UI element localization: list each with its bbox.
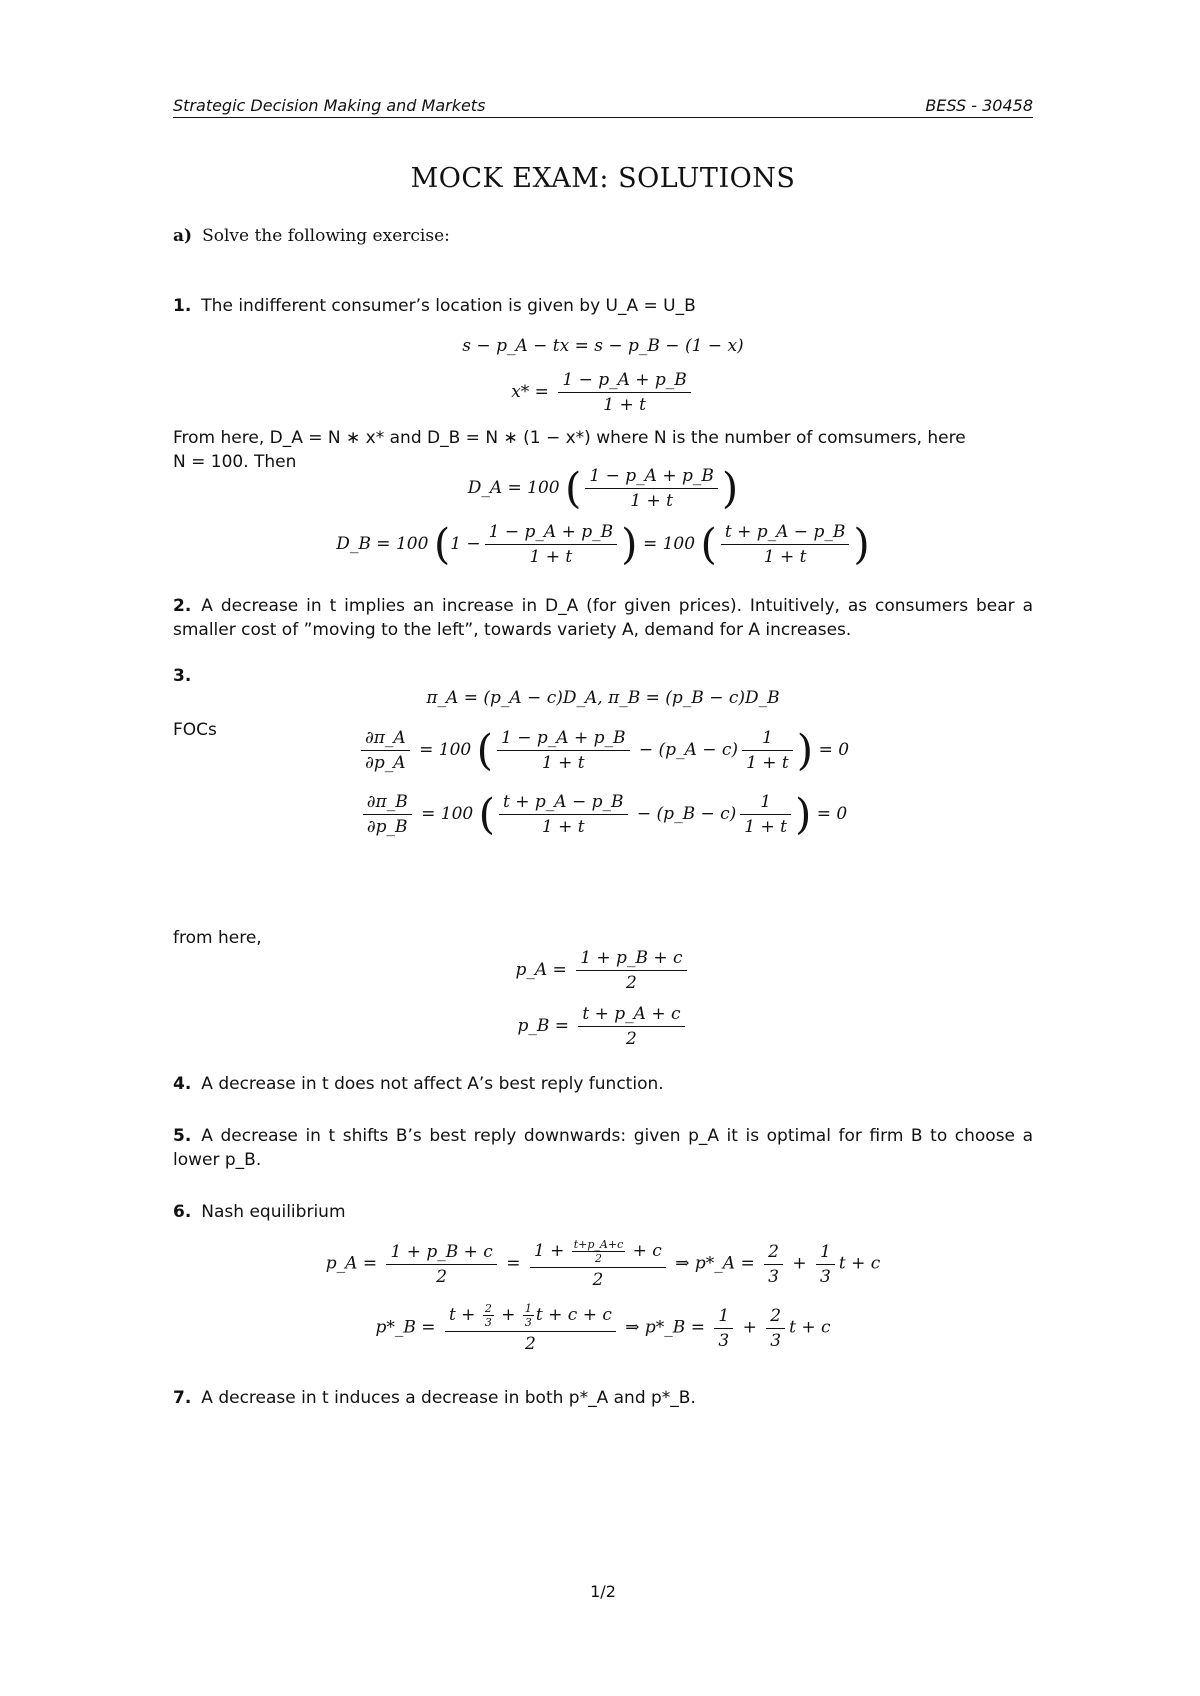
fraction-numerator: 1 − p_A + p_B [485, 522, 617, 545]
equation-term: 1 − [450, 534, 481, 554]
section-6-text: Nash equilibrium [201, 1202, 346, 1222]
fraction-numerator: ∂π_B [363, 792, 412, 815]
section-number: 5. [173, 1126, 192, 1146]
fraction-numerator: 1 [816, 1242, 835, 1265]
fraction [558, 370, 690, 415]
section-number: 6. [173, 1202, 192, 1222]
plus-sign: + [742, 1317, 757, 1338]
fraction-numerator: 1 − p_A + p_B [585, 466, 717, 489]
fraction-numerator: 1 + p_B + c [386, 1242, 496, 1265]
fraction [816, 1242, 835, 1287]
fraction-denominator: 3 [524, 1316, 532, 1329]
fraction-numerator: t+p_A+c [573, 1238, 624, 1251]
left-paren: ( [700, 519, 717, 569]
fraction-denominator: 3 [820, 1266, 831, 1287]
fraction-numerator: t + p_A + c [578, 1004, 684, 1027]
section-7 [173, 1386, 1033, 1410]
equation-nash-b [173, 1302, 1033, 1354]
equation-utility: s − p_A − tx = s − p_B − (1 − x) [462, 336, 744, 356]
fraction [585, 466, 717, 511]
left-paren: ( [565, 463, 582, 513]
right-paren: ) [621, 519, 638, 569]
fraction-numerator: 1 [524, 1302, 532, 1315]
fraction [363, 792, 412, 837]
fraction-denominator: 2 [524, 1334, 536, 1354]
page-number: 1/2 [590, 1582, 616, 1601]
intro-text: Solve the following exercise: [202, 226, 450, 246]
section-3-line [173, 664, 1033, 688]
fraction [445, 1302, 616, 1354]
equation-best-reply-a [173, 948, 1033, 993]
section-6-line [173, 1200, 1033, 1224]
equation-term: t + c + c [535, 1305, 612, 1325]
equation-nash-a [173, 1238, 1033, 1290]
from-here-label: from here, [173, 928, 262, 948]
equation-term: = 0 [818, 740, 850, 760]
equation-demand-b [173, 519, 1033, 569]
fraction [578, 1004, 684, 1049]
fraction-numerator: 2 [764, 1242, 783, 1265]
equation-lhs: p_A = [325, 1253, 378, 1274]
equals-sign: = [506, 1253, 521, 1274]
fraction-denominator: 2 [626, 1029, 637, 1049]
fraction [530, 1238, 666, 1290]
fraction [576, 948, 686, 993]
fraction-numerator: t + p_A − p_B [499, 792, 627, 815]
running-header [173, 96, 1033, 118]
fraction-numerator: ∂π_A [361, 728, 410, 751]
equation-foc-a [173, 725, 1033, 775]
focs-label: FOCs [173, 720, 217, 740]
fraction-numerator [530, 1238, 666, 1268]
fraction-denominator: 1 + t [763, 547, 807, 567]
fraction-numerator: 1 − p_A + p_B [497, 728, 629, 751]
section-number: 7. [173, 1388, 192, 1408]
paragraph-line: N = 100. Then [173, 452, 297, 472]
fraction [766, 1306, 785, 1351]
small-fraction [483, 1302, 494, 1329]
section-number: 2. [173, 596, 192, 616]
fraction-denominator: 3 [770, 1330, 782, 1351]
equation-term: − (p_A − c) [638, 740, 739, 760]
fraction [764, 1242, 783, 1287]
document-page [173, 0, 1033, 1696]
plus-sign: + [792, 1253, 807, 1274]
section-number: 4. [173, 1074, 192, 1094]
fraction [361, 728, 410, 773]
equation-term: t + c [838, 1253, 881, 1274]
fraction-numerator: t + p_A − p_B [721, 522, 849, 545]
fraction-denominator: 1 + t [541, 753, 585, 773]
equation-term: = 100 [642, 534, 696, 554]
fraction-numerator: 1 [740, 792, 791, 815]
equation-best-reply-b [173, 1004, 1033, 1049]
fraction-denominator: 1 + t [603, 395, 646, 415]
left-paren: ( [476, 725, 494, 775]
fraction-denominator: 3 [718, 1330, 730, 1351]
section-number: 1. [173, 296, 192, 316]
equation-term: t + c [789, 1317, 831, 1338]
left-paren: ( [433, 519, 451, 569]
fraction-numerator: 1 − p_A + p_B [558, 370, 690, 393]
equation-foc-b [173, 789, 1033, 839]
equation-term: − (p_B − c) [636, 804, 737, 824]
equation-lhs: D_A = 100 [467, 478, 560, 498]
equation-indifferent-location [173, 370, 1033, 415]
equation-term: ⇒ p*_B = [625, 1317, 705, 1338]
fraction-denominator: 2 [592, 1270, 604, 1290]
equation-term: + [501, 1305, 516, 1325]
right-paren: ) [721, 463, 739, 513]
equation-term: = 100 [421, 804, 474, 824]
fraction-denominator: 1 + t [746, 753, 789, 773]
fraction-denominator: 1 + t [541, 817, 585, 837]
equation-term: 1 + [533, 1241, 565, 1261]
fraction-denominator: 2 [625, 973, 637, 993]
equation-lhs: D_B = 100 [336, 534, 429, 554]
fraction [714, 1306, 733, 1351]
header-course: Strategic Decision Making and Markets [173, 96, 486, 115]
right-paren: ) [853, 519, 870, 569]
section-7-text: A decrease in t induces a decrease in both p*_A and p*_B. [201, 1388, 696, 1408]
small-fraction [523, 1302, 534, 1329]
section-4-text: A decrease in t does not affect A’s best reply function. [201, 1074, 664, 1094]
fraction-denominator: 1 + t [630, 491, 673, 511]
fraction [497, 728, 629, 773]
left-paren: ( [478, 789, 496, 839]
fraction [485, 522, 617, 567]
section-2 [173, 594, 1033, 642]
intro-label: a) [173, 226, 193, 246]
fraction-denominator: 1 + t [529, 547, 573, 567]
intro-line [173, 224, 1033, 248]
section-5 [173, 1124, 1033, 1172]
right-paren: ) [796, 725, 814, 775]
section-number: 3. [173, 666, 192, 686]
section-5-text: A decrease in t shifts B’s best reply downwards: given p_A it is optimal for firm B to choose a lower p_B. [173, 1126, 1033, 1170]
fraction-numerator: 2 [484, 1302, 492, 1315]
right-paren: ) [794, 789, 812, 839]
fraction-denominator: ∂p_B [366, 817, 408, 837]
equation-term: t + [448, 1305, 476, 1325]
fraction [742, 728, 793, 773]
fraction-numerator: 1 [742, 728, 793, 751]
equation-term: + c [632, 1241, 662, 1261]
equation-term: = 100 [419, 740, 472, 760]
section-1-line [173, 294, 1033, 318]
header-code: BESS - 30458 [925, 96, 1033, 115]
fraction-numerator: 1 + p_B + c [576, 948, 686, 971]
fraction-denominator: 1 + t [744, 817, 787, 837]
fraction-numerator: 1 [714, 1306, 733, 1329]
equation-lhs: x* = [511, 382, 549, 402]
equation-term: ⇒ p*_A = [675, 1253, 755, 1274]
section-1-text: The indifferent consumer’s location is given by U_A = U_B [201, 296, 696, 316]
equation-lhs: p*_B = [375, 1317, 436, 1338]
paragraph-line: From here, D_A = N ∗ x* and D_B = N ∗ (1 − x*) where N is the number of comsumers, here [173, 428, 966, 448]
equation-term: = 0 [816, 804, 848, 824]
fraction-denominator: ∂p_A [365, 753, 406, 773]
fraction [740, 792, 791, 837]
equation-profits: π_A = (p_A − c)D_A, π_B = (p_B − c)D_B [426, 688, 780, 708]
section-4 [173, 1072, 1033, 1096]
page-title: MOCK EXAM: SOLUTIONS [410, 163, 796, 194]
fraction-numerator [445, 1302, 616, 1332]
equation-lhs: p_A = [515, 960, 567, 980]
fraction-numerator: 2 [766, 1306, 785, 1329]
small-fraction [572, 1238, 626, 1265]
equation-demand-a [173, 463, 1033, 513]
fraction [721, 522, 849, 567]
fraction [386, 1242, 496, 1287]
fraction [499, 792, 627, 837]
fraction-denominator: 2 [595, 1252, 602, 1265]
fraction-denominator: 3 [768, 1266, 779, 1287]
fraction-denominator: 3 [484, 1316, 492, 1329]
equation-lhs: p_B = [517, 1016, 569, 1036]
section-2-text: A decrease in t implies an increase in D_A (for given prices). Intuitively, as consumers bear a smaller cost of ”moving to the left”, towards variety A, demand for A increases. [173, 596, 1033, 640]
fraction-denominator: 2 [436, 1266, 448, 1287]
